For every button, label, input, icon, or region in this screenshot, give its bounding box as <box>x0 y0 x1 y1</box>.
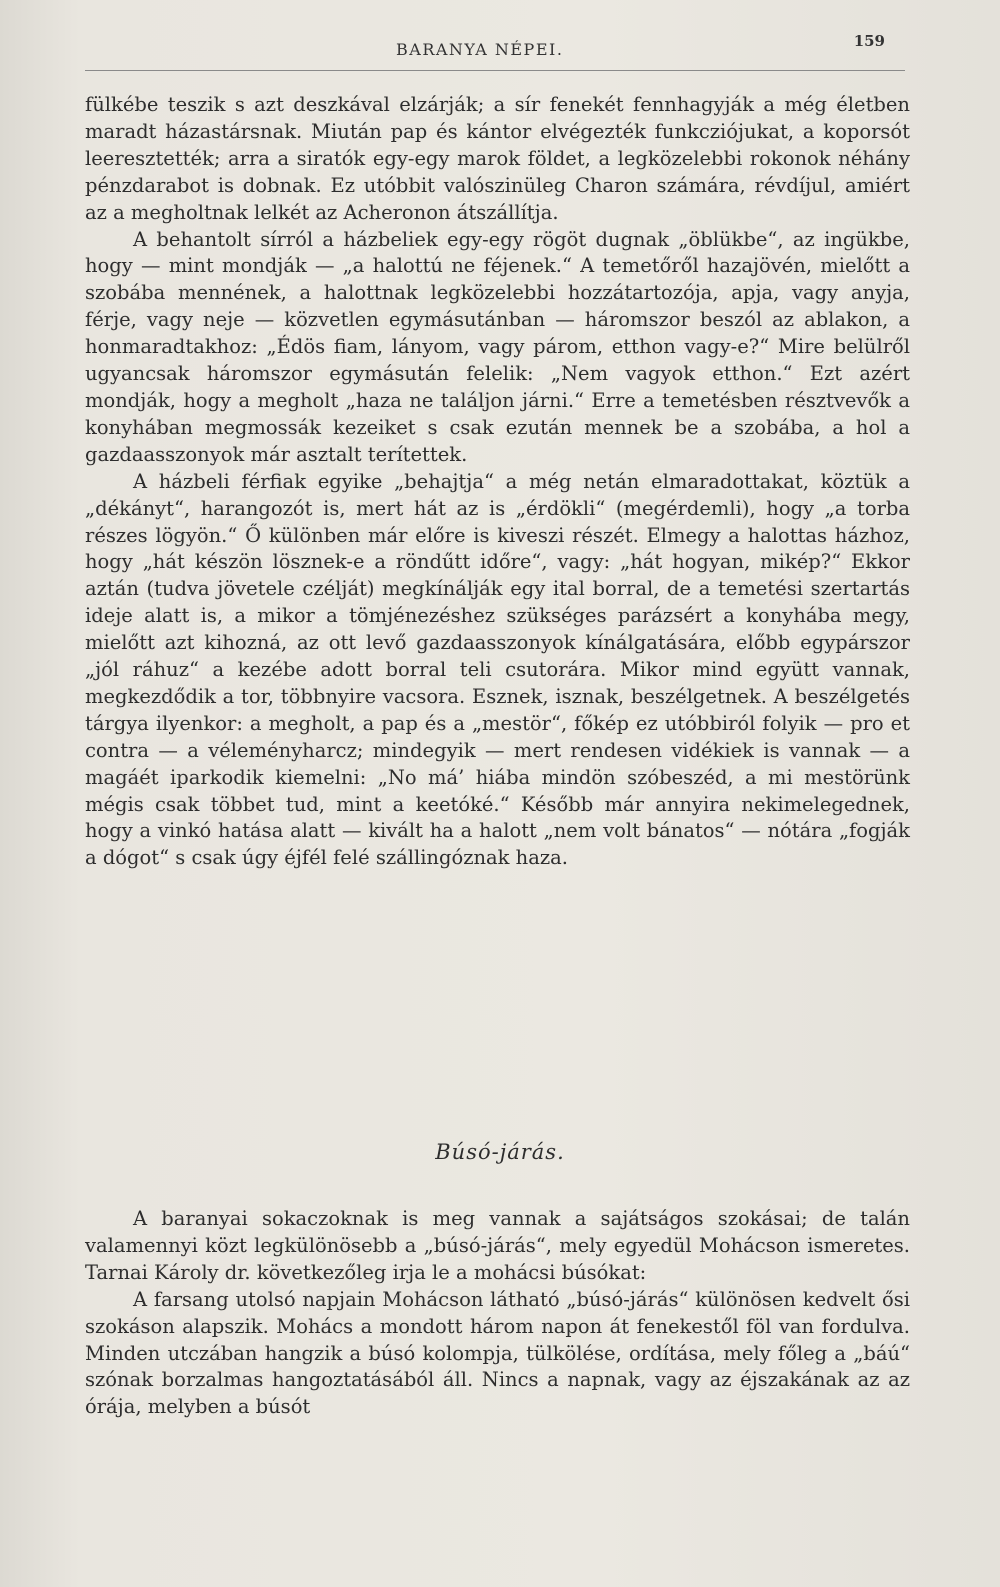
paragraph: A farsang utolsó napjain Mohácson látható „búsó-járás“ különösen kedvelt ősi szokáson alapszik. Mohács a mondott három napon át fenekestől föl van fordulva. Minden utczában hangzik a búsó kolompja, tülkölése, ordítása, mely főleg a „báú“ szónak borzalmas hangoztatásából áll. Nincs a napnak, vagy az éjszakának az az órája, melyben a búsót <box>85 1287 910 1419</box>
paragraph: fülkébe teszik s azt deszkával elzárják; a sír fenekét fennhagyják a még életben maradt házastársnak. Miután pap és kántor elvégezték funkcziójukat, a koporsót leeresztették; arra a siratók egy-egy marok földet, a legközelebbi rokonok néhány pénzdarabot is dobnak. Ez utóbbit valószinüleg Charon számára, révdíjul, amiért az a megholtnak lelkét az Acheronon átszállítja. <box>85 93 910 224</box>
running-title: BARANYA NÉPEI. <box>396 40 564 59</box>
main-text <box>85 92 910 872</box>
page-header <box>60 30 905 70</box>
section-text <box>85 1206 910 1421</box>
page-number: 159 <box>853 32 885 50</box>
section-title: Búsó-járás. <box>435 1140 565 1164</box>
paragraph: A baranyai sokaczoknak is meg vannak a sajátságos szokásai; de talán valamennyi közt legkülönösebb a „búsó-járás“, mely egyedül Mohácson ismeretes. Tarnai Károly dr. következőleg irja le a mohácsi búsókat: <box>85 1207 910 1284</box>
paragraph: A behantolt sírról a házbeliek egy-egy rögöt dugnak „öblükbe“, az ingükbe, hogy — mint mondják — „a halottú ne féjenek.“ A temetőről hazajövén, mielőtt a szobába mennének, a halottnak legközelebbi hozzátartozója, apja, vagy anyja, férje, vagy neje — közvetlen egymásutánban — háromszor beszól az ablakon, a honmaradtakhoz: „Édös fiam, lányom, vagy párom, etthon vagy-e?“ Mire belülről ugyancsak háromszor egymásután felelik: „Nem vagyok etthon.“ Ezt azért mondják, hogy a megholt „haza ne találjon járni.“ Erre a temetésben résztvevők a konyhában megmossák kezeiket s csak ezután mennek be a szobába, a hol a gazdaasszonyok már asztalt terítettek. <box>85 227 910 466</box>
header-rule <box>85 70 905 71</box>
paragraph: A házbeli férfiak egyike „behajtja“ a még netán elmaradottakat, köztük a „dékányt“, harangozót is, mert hát az is „érdökli“ (megérdemli), hogy „a torba részes lögyön.“ Ő különben már előre is kiveszi részét. Elmegy a halottas házhoz, hogy „hát készön lösznek-e a röndűtt időre“, vagy: „hát hogyan, mikép?“ Ekkor aztán (tudva jövetele czélját) megkínálják egy ital borral, de a temetési szertartás ideje alatt is, a mikor a tömjénezéshez szükséges parázsért a konyhába megy, mielőtt azt kihozná, az ott levő gazdaasszonyok kínálgatására, előbb egypárszor „jól ráhuz“ a kezébe adott borral teli csutorára. Mikor mind együtt vannak, megkezdődik a tor, többnyire vacsora. Esznek, isznak, beszélgetnek. A beszélgetés tárgya ilyenkor: a megholt, a pap és a „mestör“, főkép ez utóbbiról folyik — pro et contra — a véleményharcz; mindegyik — mert rendesen vidékiek is vannak — a magáét iparkodik kiemelni: „No má’ hiába mindön szóbeszéd, a mi mestörünk mégis csak többet tud, mint a keetóké.“ Később már annyira nekimelegednek, hogy a vinkó hatása alatt — kivált ha a halott „nem volt bánatos“ — nótára „fogják a dógot“ s csak úgy éjfél felé szállingóznak haza. <box>85 469 910 870</box>
